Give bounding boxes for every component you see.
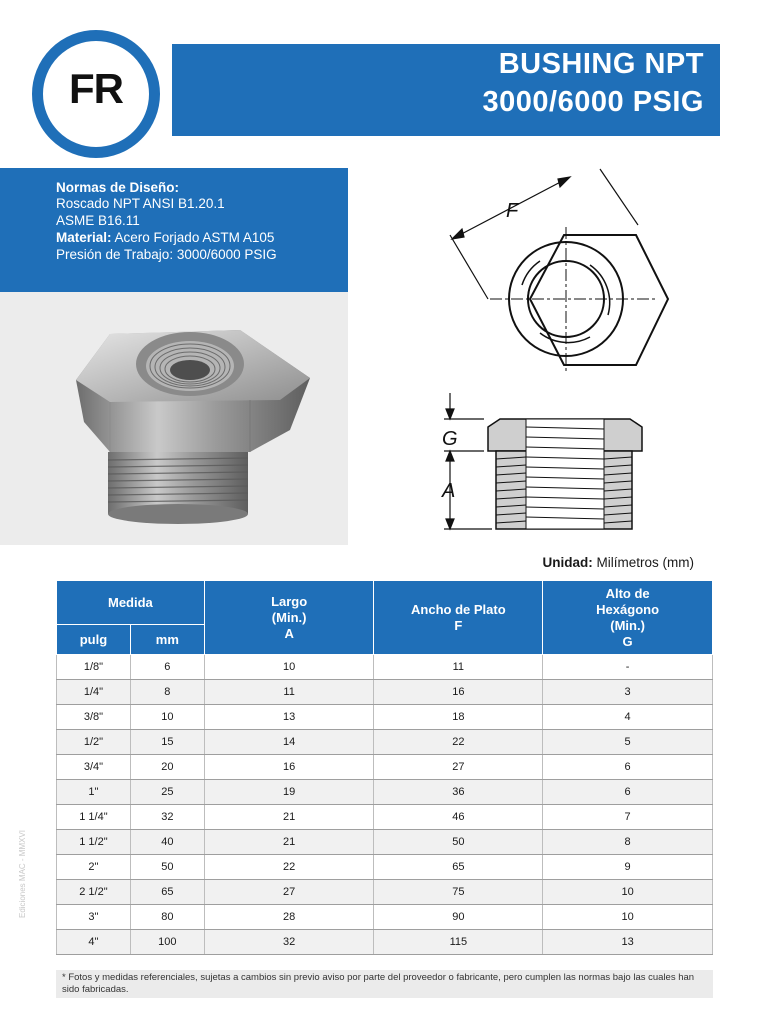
page-title-line1: BUSHING NPT bbox=[498, 48, 704, 80]
dimension-label-a: A bbox=[442, 480, 456, 502]
design-specs-box bbox=[0, 168, 348, 292]
material-value: Acero Forjado ASTM A105 bbox=[111, 230, 275, 245]
table-row: 2" 50 22 65 9 bbox=[57, 855, 713, 880]
table-row: 1" 25 19 36 6 bbox=[57, 780, 713, 805]
table-row: 4" 100 32 115 13 bbox=[57, 930, 713, 955]
header-medida: Medida bbox=[57, 581, 205, 625]
dimensions-table bbox=[56, 580, 713, 955]
header-mm: mm bbox=[130, 625, 204, 655]
side-view bbox=[441, 393, 642, 529]
top-view bbox=[509, 235, 668, 365]
spec-line-ansi: Roscado NPT ANSI B1.20.1 bbox=[56, 196, 225, 211]
page-title-line2: 3000/6000 PSIG bbox=[482, 86, 704, 118]
unit-label: Unidad: Milímetros (mm) bbox=[542, 555, 694, 570]
technical-drawing bbox=[430, 165, 680, 540]
logo-text: FR bbox=[69, 65, 123, 112]
header-largo: Largo (Min.) A bbox=[204, 581, 374, 655]
normas-label: Normas de Diseño: bbox=[56, 180, 180, 195]
table-row: 3/8" 10 13 18 4 bbox=[57, 705, 713, 730]
product-photo bbox=[0, 292, 348, 545]
spec-line-asme: ASME B16.11 bbox=[56, 213, 140, 228]
header-pulg: pulg bbox=[57, 625, 131, 655]
table-row: 1 1/2" 40 21 50 8 bbox=[57, 830, 713, 855]
header-alto: Alto de Hexágono (Min.) G bbox=[543, 581, 713, 655]
brand-logo bbox=[32, 30, 160, 158]
dimension-label-g: G bbox=[442, 428, 458, 450]
table-row: 3" 80 28 90 10 bbox=[57, 905, 713, 930]
table-row: 1/2" 15 14 22 5 bbox=[57, 730, 713, 755]
table-row: 1/4" 8 11 16 3 bbox=[57, 680, 713, 705]
spec-line-pressure: Presión de Trabajo: 3000/6000 PSIG bbox=[56, 247, 277, 262]
bushing-photo-illustration bbox=[0, 292, 348, 545]
spec-line-material bbox=[56, 230, 274, 246]
side-note: Ediciones MAC - MMXVI bbox=[18, 829, 27, 918]
table-row: 1 1/4" 32 21 46 7 bbox=[57, 805, 713, 830]
header-ancho: Ancho de Plato F bbox=[374, 581, 543, 655]
material-label: Material: bbox=[56, 230, 112, 245]
table-row: 1/8" 6 10 11 - bbox=[57, 655, 713, 680]
table-row: 3/4" 20 16 27 6 bbox=[57, 755, 713, 780]
footnote: * Fotos y medidas referenciales, sujetas a cambios sin previo aviso por parte del proveedor o fabricante, pero cumplen las normas bajo las cuales han sido fabricadas. bbox=[56, 970, 713, 998]
table-row: 2 1/2" 65 27 75 10 bbox=[57, 880, 713, 905]
dimension-label-f: F bbox=[506, 200, 519, 222]
